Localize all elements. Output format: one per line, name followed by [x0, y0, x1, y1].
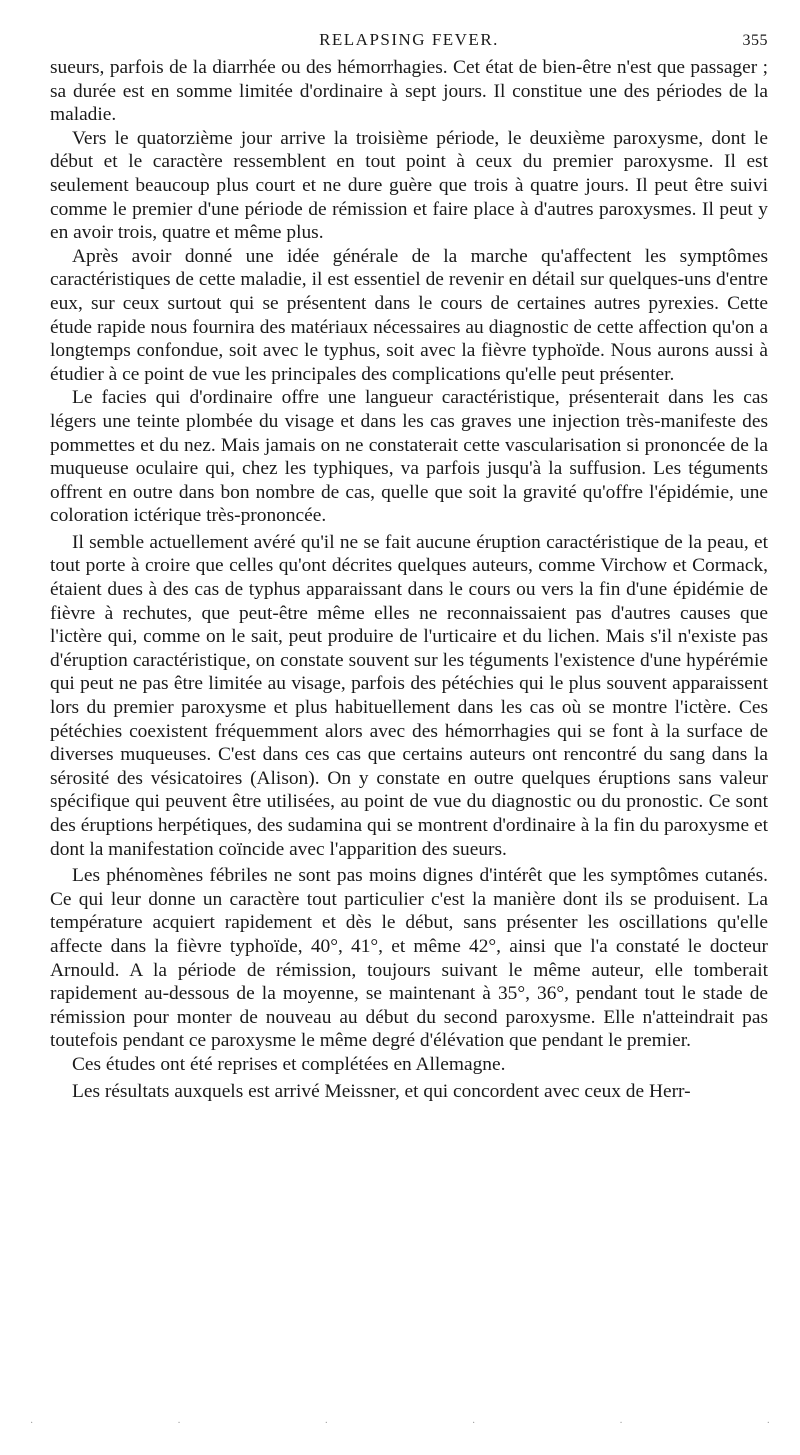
- running-header: [50, 30, 768, 56]
- running-title: RELAPSING FEVER.: [319, 30, 499, 49]
- body-text: [50, 56, 768, 1103]
- paragraph: Le facies qui d'ordinaire offre une langueur caractéristique, présenterait dans les cas légers une teinte plombée du visage et dans les cas graves une injection très-manifeste des pommettes et du nez. Mais jamais on ne constaterait cette vascularisation si prononcée de la muqueuse oculaire qui, chez les typhiques, va parfois jusqu'à la suffusion. Les téguments offrent en outre dans bon nombre de cas, quelle que soit la gravité qu'offre l'épidémie, une coloration ictérique très-prononcée.: [50, 387, 768, 527]
- speck: ·: [619, 1418, 623, 1429]
- paragraph: sueurs, parfois de la diarrhée ou des hémorrhagies. Cet état de bien-être n'est que passager ; sa durée est en somme limitée d'ordinaire à sept jours. Il constitue une des périodes de la maladie.: [50, 57, 768, 126]
- page-number: 355: [742, 32, 768, 49]
- paragraph: Les phénomènes fébriles ne sont pas moins dignes d'intérêt que les symptômes cutanés. Ce qui leur donne un caractère tout particulier c'est la manière dont ils se produisent. La température acquiert rapidement et dès le début, sans présenter les oscillations qu'elle affecte dans la fièvre typhoïde, 40°, 41°, et même 42°, ainsi que l'a constaté le docteur Arnould. A la période de rémission, toujours suivant le même auteur, elle tomberait rapidement au-dessous de la moyenne, se maintenant à 35°, 36°, pendant tout le stade de rémission pour monter de nouveau au début du second paroxysme. Elle n'atteindrait pas toutefois pendant ce paroxysme le même degré d'élévation que pendant le premier.: [50, 865, 768, 1052]
- book-page: [50, 30, 768, 1103]
- speck: ·: [177, 1418, 181, 1429]
- page-bottom-specks: [30, 1418, 770, 1429]
- paragraph: Après avoir donné une idée générale de la marche qu'affectent les symptômes caractéristiques de cette maladie, il est essentiel de revenir en détail sur quelques-uns d'entre eux, sur ceux surtout qui se présentent dans le cours de certaines autres pyrexies. Cette étude rapide nous fournira des matériaux nécessaires au diagnostic de cette affection qu'on a longtemps confondue, soit avec le typhus, soit avec la fièvre typhoïde. Nous aurons aussi à étudier à ce point de vue les principales des complications qu'elle peut présenter.: [50, 245, 768, 385]
- paragraph: Il semble actuellement avéré qu'il ne se fait aucune éruption caractéristique de la peau, et tout porte à croire que celles qu'ont décrites quelques auteurs, comme Virchow et Cormack, étaient dues à des cas de typhus apparaissant dans le cours ou vers la fin d'une épidémie de fièvre à rechutes, que peut-être même elles ne reconnaissaient pas d'autres causes que l'ictère qui, comme on le sait, peut produire de l'urticaire et du lichen. Mais s'il n'existe pas d'éruption caractéristique, on constate souvent sur les téguments l'existence d'une hypérémie qui peut ne pas être limitée au visage, parfois des pétéchies qui le plus souvent apparaissent lors du premier paroxysme et plus habituellement dans les cas où se montre l'ictère. Ces pétéchies coexistent fréquemment alors avec des hémorrhagies qui se font à la surface de diverses muqueuses. C'est dans ces cas que certains auteurs ont rencontré du sang dans la sérosité des vésicatoires (Alison). On y constate en outre quelques éruptions sans valeur spécifique qui peuvent être utilisées, au point de vue du diagnostic ou du pronostic. Ce sont des éruptions herpétiques, des sudamina qui se montrent d'ordinaire à la fin du paroxysme et dont la manifestation coïncide avec l'apparition des sueurs.: [50, 531, 768, 860]
- paragraph: Ces études ont été reprises et complétées en Allemagne.: [72, 1053, 506, 1075]
- speck: ·: [766, 1418, 770, 1429]
- paragraph: Vers le quatorzième jour arrive la troisième période, le deuxième paroxysme, dont le début et le caractère ressemblent en tout point à ceux du premier paroxysme. Il est seulement beaucoup plus court et ne dure guère que trois à quatre jours. Il peut être suivi comme le premier d'une période de rémission et faire place à d'autres paroxysmes. Il peut y en avoir trois, quatre et même plus.: [50, 127, 768, 244]
- speck: ·: [30, 1418, 34, 1429]
- paragraph: Les résultats auxquels est arrivé Meissner, et qui concordent avec ceux de Herr-: [72, 1080, 691, 1102]
- speck: ·: [471, 1418, 476, 1429]
- speck: ·: [324, 1418, 328, 1429]
